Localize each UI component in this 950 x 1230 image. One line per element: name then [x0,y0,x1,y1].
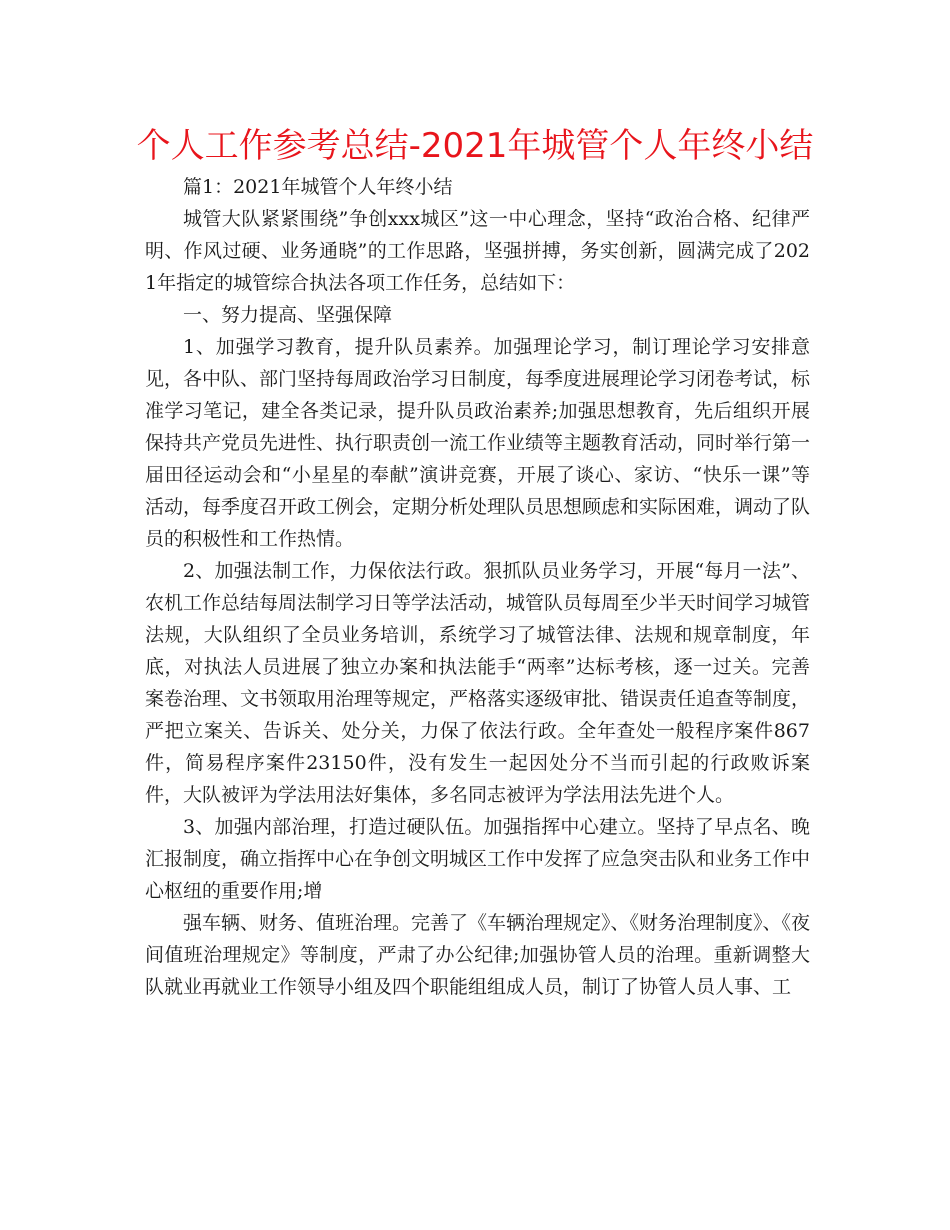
paragraph-heading-one: 一、努力提高、坚强保障 [183,304,393,326]
paragraph-section-heading: 篇1：2021年城管个人年终小结 [183,176,453,198]
document-body [145,171,810,1003]
paragraph-item-1: 1、加强学习教育，提升队员素养。加强理论学习，制订理论学习安排意见，各中队、部门坚持每周政治学习日制度，每季度进展理论学习闭卷考试，标准学习笔记，建全各类记录，提升队员政治素养;加强思想教育，先后组织开展保持共产党员先进性、执行职责创一流工作业绩等主题教育活动，同时举行第一届田径运动会和“小星星的奉献”演讲竞赛，开展了谈心、家访、“快乐一课”等活动，每季度召开政工例会，定期分析处理队员思想顾虑和实际困难，调动了队员的积极性和工作热情。 [145,336,811,550]
paragraph-item-3: 3、加强内部治理，打造过硬队伍。加强指挥中心建立。坚持了早点名、晚汇报制度，确立指挥中心在争创文明城区工作中发挥了应急突击队和业务工作中心枢纽的重要作用;增 [145,816,811,902]
paragraph-item-2: 2、加强法制工作，力保依法行政。狠抓队员业务学习，开展“每月一法”、农机工作总结每周法制学习日等学法活动，城管队员每周至少半天时间学习城管法规，大队组织了全员业务培训，系统学习了城管法律、法规和规章制度，年底，对执法人员进展了独立办案和执法能手“两率”达标考核，逐一过关。完善案卷治理、文书领取用治理等规定，严格落实逐级审批、错误责任追查等制度，严把立案关、告诉关、处分关，力保了依法行政。全年查处一般程序案件867件，简易程序案件23150件，没有发生一起因处分不当而引起的行政败诉案件，大队被评为学法用法好集体，多名同志被评为学法用法先进个人。 [145,560,811,806]
paragraph-continuation: 强车辆、财务、值班治理。完善了《车辆治理规定》、《财务治理制度》、《夜间值班治理规定》等制度，严肃了办公纪律;加强协管人员的治理。重新调整大队就业再就业工作领导小组及四个职能组组成人员，制订了协管人员人事、工 [145,912,811,998]
paragraph-intro: 城管大队紧紧围绕”争创xxx城区”这一中心理念，坚持“政治合格、纪律严明、作风过硬、业务通晓”的工作思路，坚强拼搏，务实创新，圆满完成了2021年指定的城管综合执法各项工作任务，总结如下： [145,208,810,294]
document-title: 个人工作参考总结-2021年城管个人年终小结 [136,126,814,166]
